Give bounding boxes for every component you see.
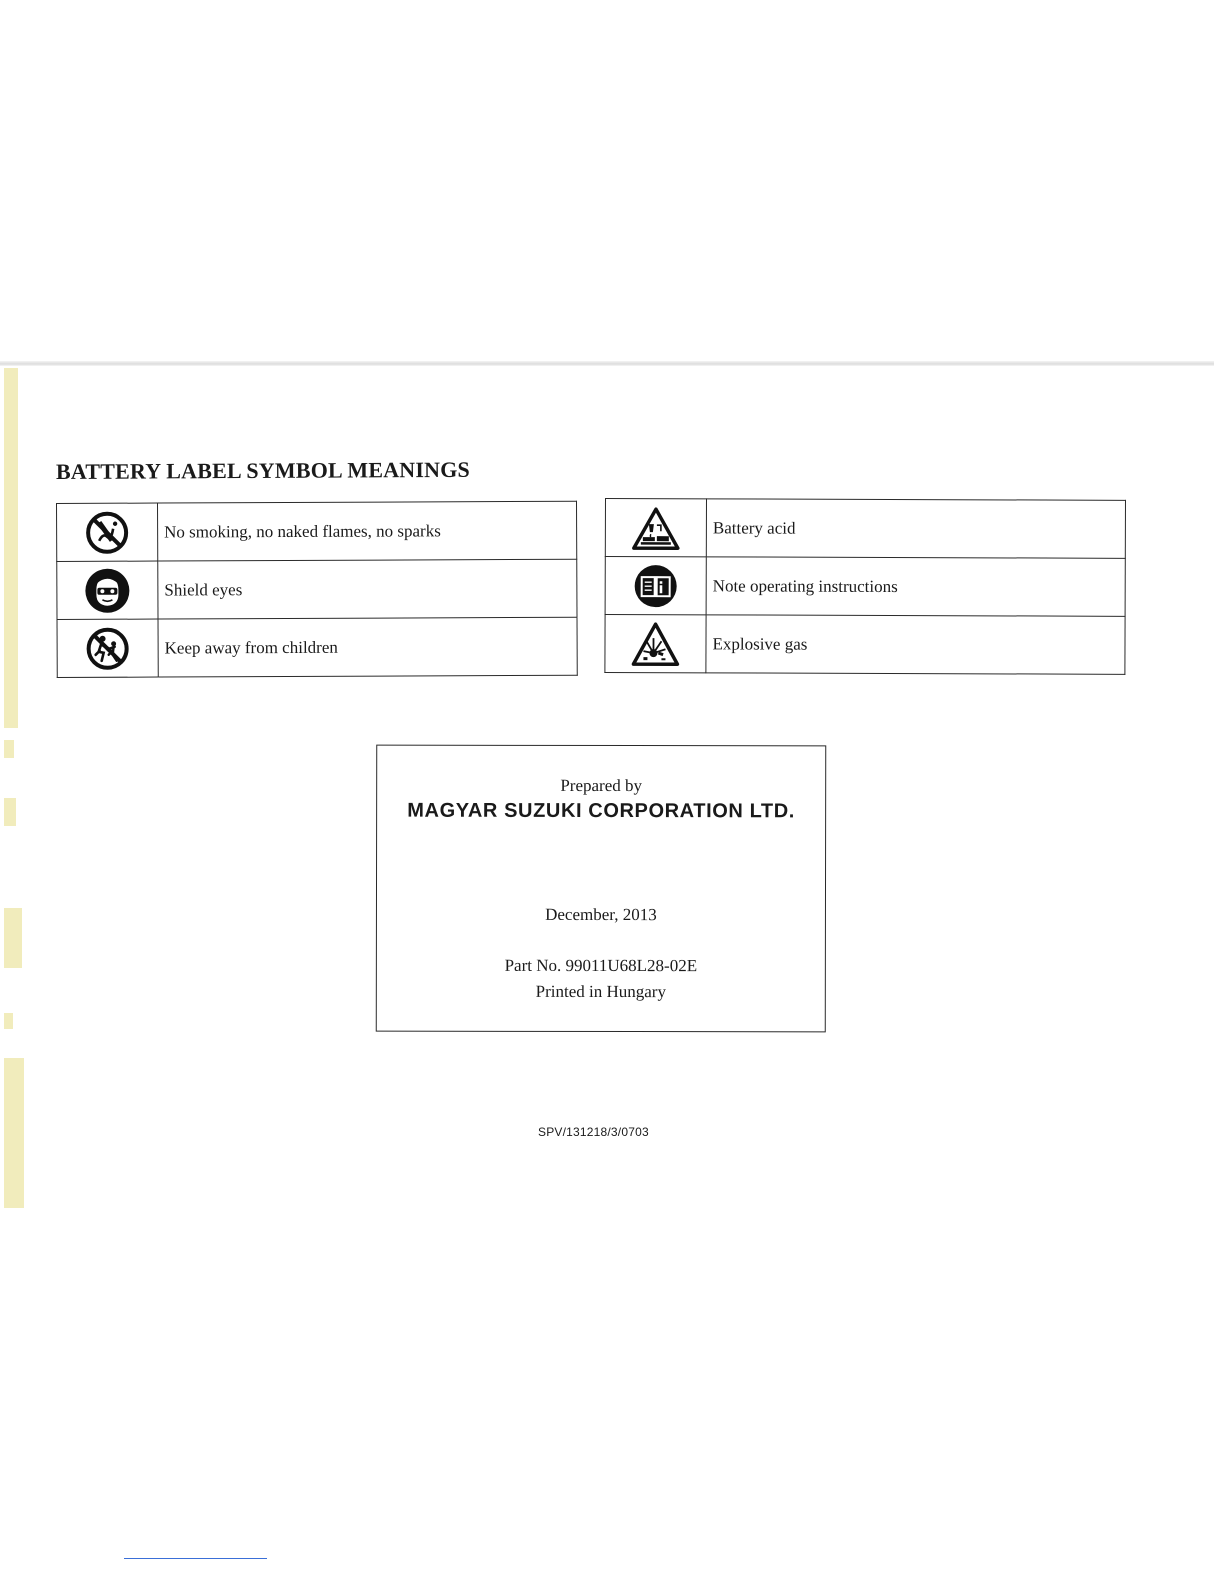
printed-location: Printed in Hungary: [535, 981, 666, 1002]
icon-cell: [57, 619, 158, 677]
symbol-table-right: [604, 498, 1126, 675]
page-title: BATTERY LABEL SYMBOL MEANINGS: [55, 456, 471, 484]
table-row: [605, 499, 1125, 559]
part-number: Part No. 99011U68L28-02E: [504, 955, 698, 976]
publication-date: December, 2013: [545, 904, 657, 925]
icon-cell: [605, 557, 706, 615]
keep-away-children-icon: [86, 626, 130, 670]
symbol-label: Note operating instructions: [706, 557, 1125, 616]
scan-edge-left: [4, 368, 28, 1208]
symbol-label: Shield eyes: [158, 559, 577, 619]
operating-instructions-icon: [634, 564, 678, 608]
symbol-label: Keep away from children: [158, 617, 577, 677]
icon-cell: [605, 615, 706, 673]
battery-acid-icon: [632, 506, 680, 550]
company-name: MAGYAR SUZUKI CORPORATION LTD.: [407, 799, 795, 823]
no-smoking-icon: [85, 510, 129, 554]
symbol-table-left: [56, 501, 578, 678]
shield-eyes-icon: [84, 567, 130, 613]
table-row: [57, 617, 577, 677]
table-row: [57, 559, 577, 619]
icon-cell: [57, 561, 158, 619]
icon-cell: [605, 499, 706, 557]
symbol-label: Explosive gas: [706, 615, 1125, 674]
footer-code: SPV/131218/3/0703: [538, 1125, 649, 1139]
symbol-label: Battery acid: [706, 499, 1125, 558]
bottom-rule: [124, 1558, 267, 1559]
icon-cell: [57, 503, 158, 561]
table-row: [605, 615, 1125, 675]
table-row: [605, 557, 1125, 617]
prepared-by-label: Prepared by: [560, 775, 643, 796]
scan-edge-top: [0, 361, 1214, 366]
explosive-gas-icon: [631, 621, 679, 667]
table-row: [57, 501, 577, 561]
symbol-label: No smoking, no naked flames, no sparks: [158, 501, 577, 561]
prepared-by-box: [376, 745, 827, 1033]
